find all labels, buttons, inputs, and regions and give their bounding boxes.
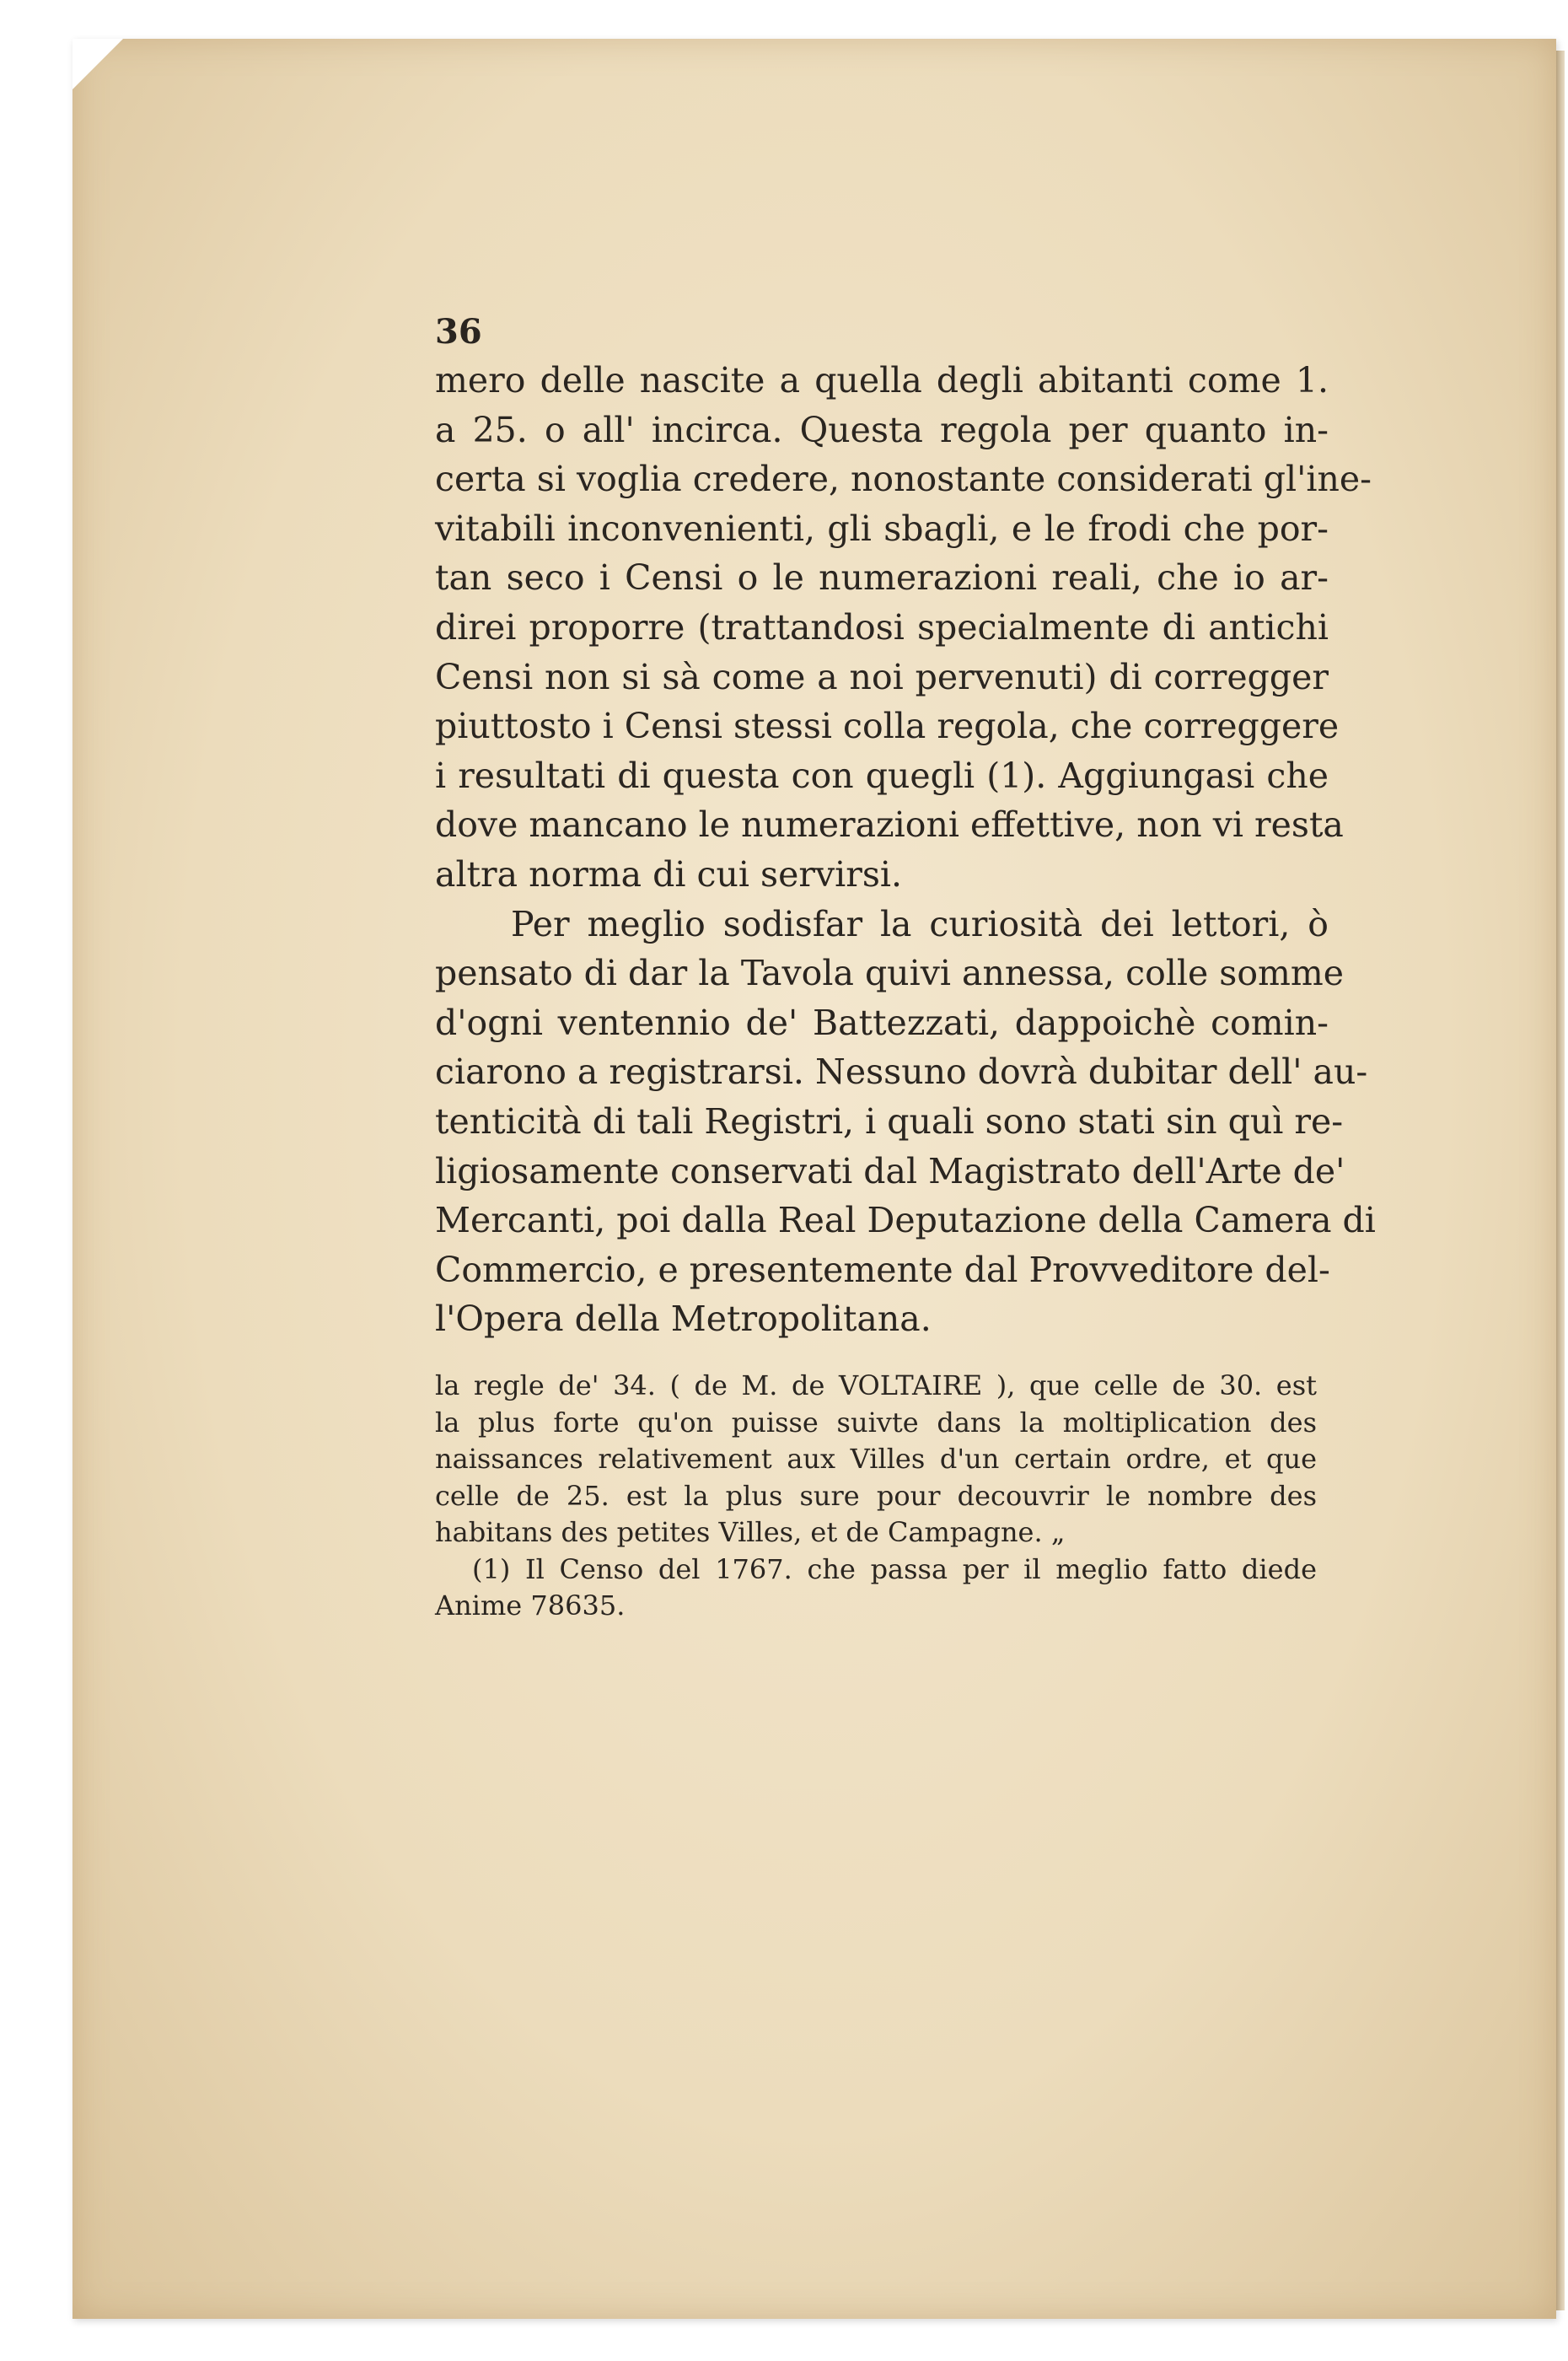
footnote-line: (1) Il Censo del 1767. che passa per il meglio fatto diede [472, 1552, 1317, 1585]
body-line: pensato di dar la Tavola quivi annessa, colle somme [435, 953, 1345, 994]
body-line: mero delle nascite a quella degli abitanti come 1. [435, 360, 1329, 401]
page-corner-fold [72, 39, 123, 89]
body-line: tan seco i Censi o le numerazioni reali, che io ar- [435, 557, 1329, 599]
body-line: a 25. o all' incirca. Questa regola per quanto in- [435, 409, 1329, 450]
footnote-line: habitans des petites Villes, et de Campagne. „ [435, 1516, 1066, 1548]
footnote-line: naissances relativement aux Villes d'un certain ordre, et que [435, 1443, 1317, 1475]
body-line: ciarono a registrarsi. Nessuno dovrà dubitar dell' au- [435, 1051, 1368, 1093]
footnote-line: la plus forte qu'on puisse suivte dans la moltiplication des [435, 1406, 1317, 1439]
body-line: Commercio, e presentemente dal Provveditore del- [435, 1249, 1330, 1290]
body-line: d'ogni ventennio de' Battezzati, dappoichè comin- [435, 1002, 1329, 1043]
footnote-line: celle de 25. est la plus sure pour decouvrir le nombre des [435, 1479, 1317, 1512]
main-text [435, 312, 1376, 1344]
body-line: vitabili inconvenienti, gli sbagli, e le frodi che por- [435, 508, 1329, 549]
footnote-line: la regle de' 34. ( de M. de VOLTAIRE ), que celle de 30. est [435, 1369, 1317, 1401]
body-line: Censi non si sà come a noi pervenuti) di corregger [435, 656, 1329, 697]
footnote-line: Anime 78635. [435, 1589, 626, 1622]
body-line: Mercanti, poi dalla Real Deputazione della Camera di [435, 1200, 1376, 1241]
body-line: tenticità di tali Registri, i quali sono stati sin quì re- [435, 1100, 1344, 1142]
body-line: Per meglio sodisfar la curiosità dei lettori, ò [511, 903, 1329, 944]
body-line: piuttosto i Censi stessi colla regola, che correggere [435, 706, 1340, 747]
body-line: dove mancano le numerazioni effettive, non vi resta [435, 804, 1344, 846]
body-line: direi proporre (trattandosi specialmente di antichi [435, 606, 1329, 648]
body-line: ligiosamente conservati dal Magistrato dell'Arte de' [435, 1150, 1345, 1191]
body-line: i resultati di questa con quegli (1). Aggiungasi che [435, 755, 1329, 796]
body-line: certa si voglia credere, nonostante considerati gl'ine- [435, 459, 1372, 500]
body-line: l'Opera della Metropolitana. [435, 1299, 932, 1340]
body-line: altra norma di cui servirsi. [435, 853, 903, 895]
footnotes [435, 1368, 1317, 1625]
page-number: 36 [435, 312, 482, 352]
